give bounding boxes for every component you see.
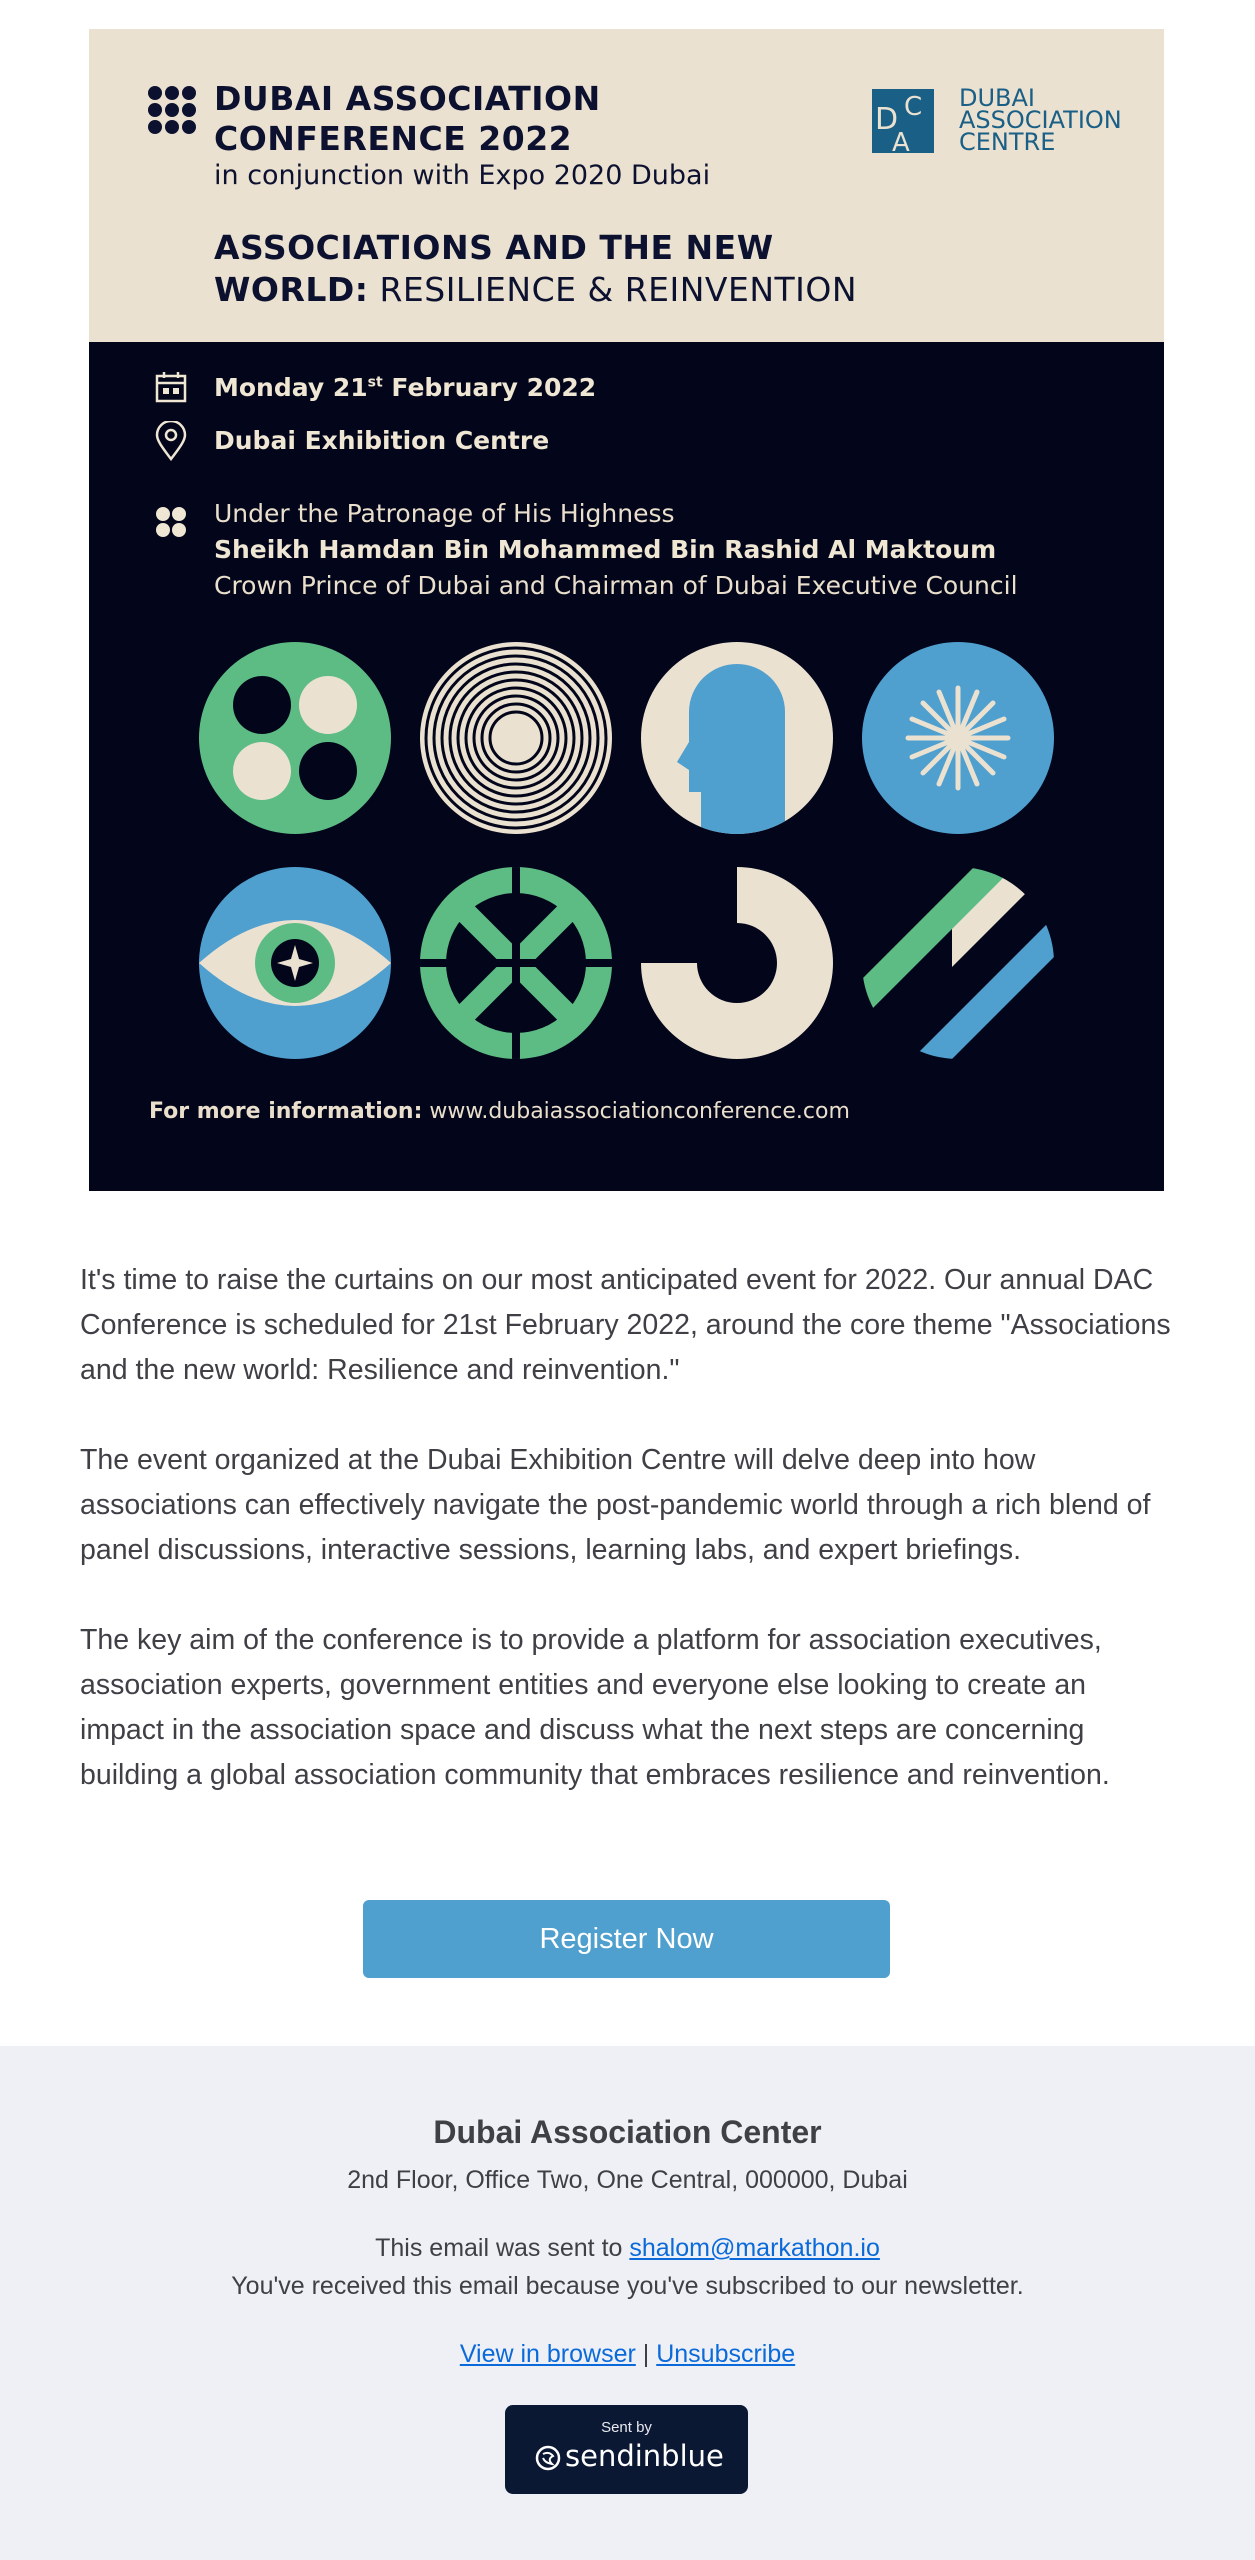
theme-line1: ASSOCIATIONS AND THE NEW — [214, 228, 774, 267]
conference-title-line1: DUBAI ASSOCIATION — [214, 79, 601, 118]
footer-subscribed-note: You've received this email because you've subscribed to our newsletter. — [231, 2272, 1024, 2300]
footer-org-name: Dubai Association Center — [433, 2114, 822, 2150]
concentric-rings-icon — [420, 642, 612, 834]
badge-sent-by: Sent by — [601, 2419, 652, 2436]
recipient-email-link[interactable]: shalom@markathon.io — [629, 2234, 880, 2262]
more-info-url: www.dubaiassociationconference.com — [422, 1099, 850, 1124]
date-rest: February 2022 — [382, 373, 597, 402]
diagonal-stripes-icon — [862, 867, 1054, 1059]
profile-head-icon — [641, 642, 833, 834]
patronage-line1: Under the Patronage of His Highness — [214, 499, 675, 528]
conference-subtitle: in conjunction with Expo 2020 Dubai — [214, 160, 711, 191]
cross-ring-icon — [420, 867, 612, 1059]
link-separator: | — [635, 2340, 657, 2368]
dac-logo-text — [959, 84, 1122, 156]
body-paragraph-2: The event organized at the Dubai Exhibition Centre will delve deep into how associations can effectively navigate the post-pandemic world through a rich blend of panel discussions, interactive sessions, learning labs, and expert briefings. — [80, 1444, 1151, 1566]
email-body-copy — [80, 1258, 1175, 1843]
footer-links — [0, 2340, 1255, 2369]
calendar-icon — [155, 371, 187, 403]
sent-to-prefix: This email was sent to — [375, 2234, 630, 2262]
event-date — [214, 373, 596, 402]
hook-arc-icon — [641, 867, 833, 1059]
svg-text:C: C — [904, 92, 923, 122]
theme-line2-bold: WORLD: — [214, 270, 369, 309]
footer-address: 2nd Floor, Office Two, One Central, 000000, Dubai — [347, 2166, 908, 2194]
sendinblue-logo-icon — [535, 2445, 561, 2471]
date-suffix: st — [367, 374, 383, 391]
theme-line2-rest: RESILIENCE & REINVENTION — [368, 270, 858, 309]
starburst-icon — [862, 642, 1054, 834]
register-now-button[interactable]: Register Now — [363, 1900, 890, 1978]
location-pin-icon — [155, 421, 187, 461]
more-info — [149, 1099, 850, 1124]
logo-line1: DUBAI — [959, 84, 1036, 112]
four-dots-circle-icon — [199, 642, 391, 834]
unsubscribe-link[interactable]: Unsubscribe — [656, 2340, 796, 2368]
event-venue: Dubai Exhibition Centre — [214, 426, 550, 455]
eye-icon — [199, 867, 391, 1059]
body-paragraph-3: The key aim of the conference is to provide a platform for association executives, association experts, government entities and everyone else looking to create an impact in the association space and discuss what the next steps are concerning building a global association community that embraces resilience and reinvention. — [80, 1624, 1110, 1791]
view-in-browser-link[interactable]: View in browser — [459, 2340, 636, 2368]
badge-brand: sendinblue — [565, 2439, 724, 2473]
more-info-label: For more information: — [149, 1099, 423, 1124]
event-banner-image — [89, 29, 1164, 1191]
email-footer — [0, 2046, 1255, 2560]
conference-theme — [214, 227, 857, 311]
conference-title-line2: CONFERENCE 2022 — [214, 119, 573, 158]
date-prefix: Monday 21 — [214, 373, 368, 402]
patronage-title: Crown Prince of Dubai and Chairman of Dubai Executive Council — [214, 571, 1018, 600]
patronage-name: Sheikh Hamdan Bin Mohammed Bin Rashid Al Maktoum — [214, 535, 997, 564]
body-paragraph-1: It's time to raise the curtains on our most anticipated event for 2022. Our annual DAC Conference is scheduled for 21st February 2022, around the core theme "Associations and the new world: Resilience and reinvention." — [80, 1264, 1171, 1386]
patronage-dots-icon — [155, 506, 187, 538]
sendinblue-badge[interactable] — [505, 2405, 748, 2494]
conference-dots-icon — [147, 85, 197, 135]
svg-text:D: D — [875, 102, 899, 137]
footer-sent-to — [0, 2234, 1255, 2263]
dac-logo-icon — [872, 89, 934, 153]
svg-text:A: A — [892, 128, 910, 153]
logo-line2: ASSOCIATION — [959, 106, 1122, 134]
logo-line3: CENTRE — [959, 128, 1056, 156]
conference-title — [214, 79, 601, 159]
